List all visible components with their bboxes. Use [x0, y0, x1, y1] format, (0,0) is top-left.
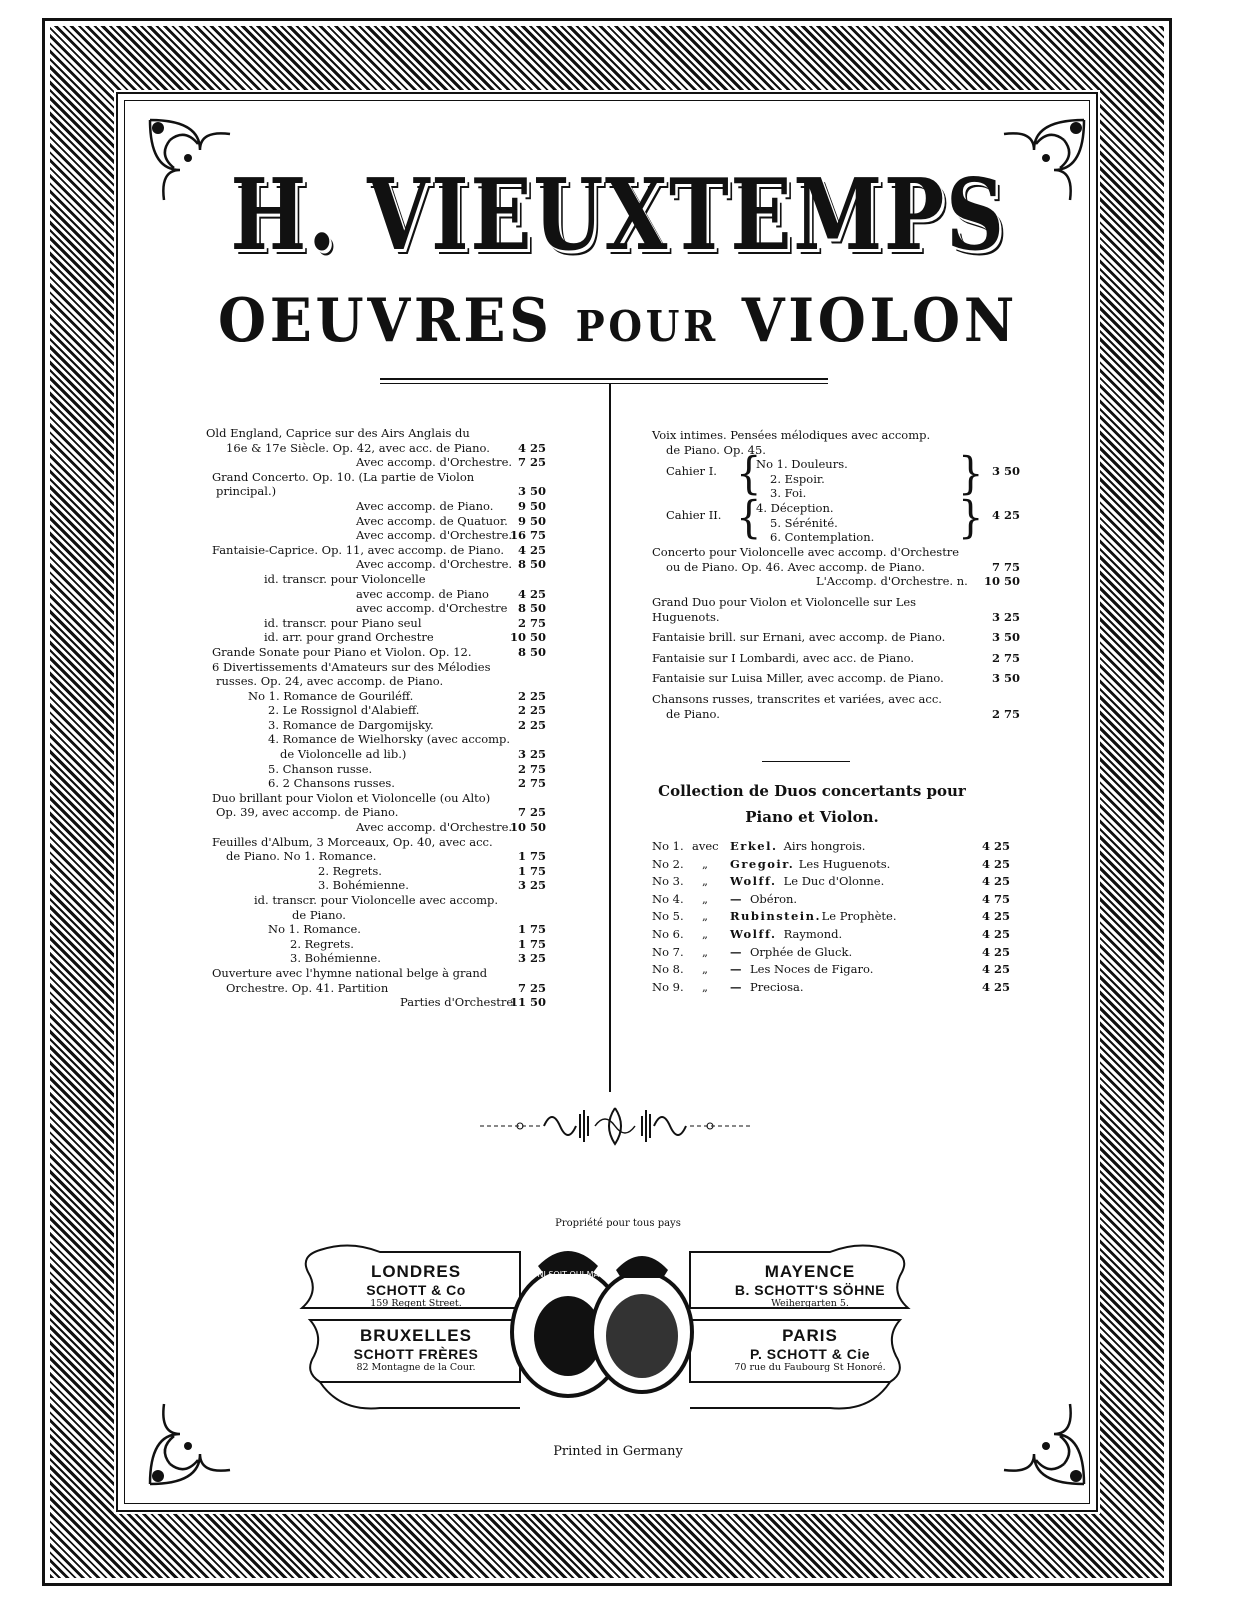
duo-mark: „ — [702, 944, 708, 959]
entry-text: principal.) — [216, 484, 277, 499]
entry-text: Grande Sonate pour Piano et Violon. Op. 12. — [212, 644, 472, 659]
cahier-item: 2. Espoir. — [770, 471, 825, 486]
catalogue-entry — [652, 610, 1020, 625]
catalogue-entry — [206, 514, 546, 529]
duo-work: Airs hongrois. — [783, 839, 866, 853]
brace-icon: } — [958, 492, 984, 544]
duo-entry — [652, 891, 1020, 909]
duo-work: Obéron. — [750, 891, 798, 906]
brussels-address: 82 Montagne de la Cour. — [356, 1362, 476, 1373]
entry-price: 10 50 — [509, 630, 546, 645]
entry-text: 2. Le Rossignol d'Alabieff. — [268, 703, 420, 718]
entry-price: 7 75 — [991, 559, 1020, 574]
catalogue-entry — [206, 995, 546, 1010]
entry-text: id. transcr. pour Violoncelle — [264, 571, 426, 586]
catalogue-entry — [206, 557, 546, 572]
entry-price: 7 25 — [517, 455, 546, 470]
subtitle — [49, 286, 1186, 356]
catalogue-entry — [652, 671, 1020, 686]
subtitle-oeuvres: OEUVRES — [218, 286, 553, 356]
duo-work: Les Noces de Figaro. — [750, 962, 874, 977]
catalogue-right-column — [652, 428, 1020, 721]
duo-work: Le Duc d'Olonne. — [783, 874, 885, 889]
duo-price: 4 25 — [982, 839, 1011, 853]
catalogue-entry — [206, 703, 546, 718]
paris-address: 70 rue du Faubourg St Honoré. — [734, 1362, 886, 1373]
entry-text: de Piano. — [292, 907, 346, 922]
duo-price: 4 25 — [982, 962, 1011, 977]
entry-price: 4 25 — [517, 440, 546, 455]
catalogue-entry — [206, 499, 546, 514]
subtitle-pour: POUR — [575, 302, 719, 351]
catalogue-left-column — [206, 426, 546, 1010]
entry-text: Grand Concerto. Op. 10. (La partie de Violon — [212, 469, 475, 484]
entry-price: 11 50 — [509, 995, 546, 1010]
duo-entry — [652, 979, 1020, 997]
duo-number: No 5. — [652, 909, 684, 924]
london-city: LONDRES — [370, 1262, 462, 1281]
entry-text: Fantaisie sur I Lombardi, avec acc. de Piano. — [652, 650, 915, 665]
entry-price: 2 75 — [517, 615, 546, 630]
catalogue-entry — [206, 674, 546, 689]
entry-price: 1 75 — [517, 936, 546, 951]
duo-entry — [652, 838, 1020, 856]
catalogue-entry — [206, 864, 546, 879]
duo-number: No 7. — [652, 944, 684, 959]
scroll-ornament-icon — [480, 1104, 750, 1148]
entry-price: 7 25 — [517, 805, 546, 820]
publisher-paris — [700, 1326, 920, 1373]
duo-arranger: Gregoir. — [730, 856, 795, 871]
entry-text: Parties d'Orchestre — [400, 995, 514, 1010]
duo-price: 4 75 — [982, 891, 1011, 906]
catalogue-entry — [206, 893, 546, 908]
catalogue-entry — [206, 776, 546, 791]
duo-price: 4 25 — [982, 944, 1011, 959]
catalogue-entry — [206, 908, 546, 923]
entry-price: 2 75 — [991, 650, 1020, 665]
entry-text: Duo brillant pour Violon et Violoncelle (ou Alto) — [212, 790, 491, 805]
entry-text: Op. 39, avec accomp. de Piano. — [216, 805, 399, 820]
catalogue-entry — [206, 732, 546, 747]
duo-number: No 2. — [652, 856, 684, 871]
duo-arranger: Wolff. — [730, 874, 777, 889]
entry-text: Ouverture avec l'hymne national belge à grand — [212, 965, 488, 980]
title-rule-fine — [380, 383, 828, 384]
entry-price: 16 75 — [509, 528, 546, 543]
catalogue-entry — [206, 805, 546, 820]
entry-text: Grand Duo pour Violon et Violoncelle sur Les — [652, 594, 917, 609]
duo-arranger: Rubinstein. — [730, 909, 822, 924]
london-address: 159 Regent Street. — [370, 1298, 462, 1309]
entry-text: Fantaisie brill. sur Ernani, avec accomp. de Piano. — [652, 630, 946, 645]
entry-text: avec accomp. de Piano — [356, 586, 489, 601]
mainz-firm: B. SCHOTT'S SÖHNE — [734, 1282, 886, 1298]
catalogue-entry — [206, 689, 546, 704]
catalogue-entry — [206, 951, 546, 966]
column-divider — [609, 384, 611, 1092]
duo-entry — [652, 908, 1020, 926]
entry-text: id. transcr. pour Violoncelle avec accomp. — [254, 893, 499, 907]
duo-entry — [652, 944, 1020, 962]
entry-text: 6. 2 Chansons russes. — [268, 776, 395, 791]
entry-text: 3. Bohémienne. — [318, 878, 409, 893]
publisher-brussels — [316, 1326, 516, 1373]
entry-price: 3 25 — [517, 747, 546, 762]
catalogue-entry — [206, 426, 546, 441]
entry-price: 1 75 — [517, 849, 546, 864]
cahier-item: 6. Contemplation. — [770, 530, 875, 545]
entry-text: de Violoncelle ad lib.) — [280, 747, 407, 762]
duo-mark: „ — [702, 891, 708, 906]
entry-text: 3. Romance de Dargomijsky. — [268, 717, 434, 732]
entry-text: 16e & 17e Siècle. Op. 42, avec acc. de Piano. — [226, 440, 490, 455]
catalogue-entry — [206, 645, 546, 660]
london-firm: SCHOTT & Co — [366, 1282, 466, 1298]
entry-text: Avec accomp. de Piano. — [356, 498, 494, 513]
entry-text: Avec accomp. de Quatuor. — [356, 513, 508, 528]
entry-text: 4. Romance de Wielhorsky (avec accomp. — [268, 732, 511, 747]
entry-price: 8 50 — [517, 601, 546, 616]
duo-mark: „ — [702, 856, 708, 871]
catalogue-entry — [652, 574, 1020, 589]
duo-price: 4 25 — [982, 874, 1011, 889]
mainz-city: MAYENCE — [764, 1262, 856, 1281]
entry-price: 10 50 — [983, 574, 1020, 589]
duo-work: Orphée de Gluck. — [750, 944, 853, 959]
catalogue-entry — [652, 630, 1020, 645]
entry-text: Feuilles d'Album, 3 Morceaux, Op. 40, avec acc. — [212, 834, 493, 849]
catalogue-entry — [206, 484, 546, 499]
catalogue-entry — [206, 616, 546, 631]
duo-arranger: — — [730, 962, 743, 977]
catalogue-entry — [206, 878, 546, 893]
entry-text: Avec accomp. d'Orchestre. — [356, 455, 513, 470]
entry-text: L'Accomp. d'Orchestre. n. — [816, 574, 968, 589]
entry-price: 9 50 — [517, 513, 546, 528]
brace-icon: { — [736, 492, 762, 544]
corner-ornament-icon — [140, 1384, 250, 1494]
duos-list — [652, 838, 1020, 996]
duo-mark: „ — [702, 962, 708, 977]
cahier-item: 4. Déception. — [756, 501, 834, 516]
printed-in: Printed in Germany — [553, 1444, 683, 1459]
entry-text: Orchestre. Op. 41. Partition — [226, 980, 389, 995]
duo-price: 4 25 — [982, 979, 1011, 994]
catalogue-entry — [206, 660, 546, 675]
catalogue-entry — [652, 545, 1020, 560]
duo-work: Le Prophète. — [821, 909, 897, 924]
catalogue-entry — [652, 560, 1020, 575]
entry-price: 2 75 — [991, 706, 1020, 721]
duo-price: 4 25 — [982, 926, 1011, 941]
entry-price: 3 25 — [517, 878, 546, 893]
catalogue-entry — [206, 937, 546, 952]
catalogue-entry — [206, 835, 546, 850]
entry-text: Concerto pour Violoncelle avec accomp. d'Orchestre — [652, 545, 960, 560]
entry-text: Fantaisie sur Luisa Miller, avec accomp. de Piano. — [652, 671, 944, 686]
catalogue-entry — [206, 601, 546, 616]
duo-number: No 3. — [652, 874, 684, 889]
entry-price: 4 25 — [517, 542, 546, 557]
entry-price: 2 75 — [517, 776, 546, 791]
entry-text: No 1. Romance. — [268, 922, 361, 937]
entry-price: 2 25 — [517, 688, 546, 703]
entry-text: 3. Bohémienne. — [290, 951, 381, 966]
catalogue-entry — [206, 572, 546, 587]
duo-mark: „ — [702, 979, 708, 994]
catalogue-entry — [652, 651, 1020, 666]
duo-number: No 8. — [652, 962, 684, 977]
duo-mark: avec — [692, 839, 719, 853]
duo-mark: „ — [702, 909, 708, 924]
catalogue-entry — [652, 707, 1020, 722]
catalogue-entry — [206, 470, 546, 485]
duo-price: 4 25 — [982, 909, 1011, 924]
catalogue-entry — [206, 455, 546, 470]
entry-text: 6 Divertissements d'Amateurs sur des Mélodies — [212, 659, 491, 674]
entry-price: 4 25 — [517, 586, 546, 601]
entry-text: 5. Chanson russe. — [268, 761, 373, 776]
catalogue-entry — [206, 528, 546, 543]
subtitle-violon: VIOLON — [741, 286, 1018, 356]
duo-arranger: — — [730, 944, 743, 959]
entry-text: de Piano. No 1. Romance. — [226, 849, 377, 864]
cahier-1-label: Cahier I. — [666, 464, 717, 479]
entry-price: 3 25 — [991, 609, 1020, 624]
entry-text: Voix intimes. Pensées mélodiques avec accomp. — [652, 428, 931, 442]
brussels-city: BRUXELLES — [360, 1326, 472, 1345]
entry-text: Avec accomp. d'Orchestre. — [356, 820, 513, 835]
duo-work: Raymond. — [783, 926, 843, 941]
duo-number: No 6. — [652, 926, 684, 941]
propriete-notice: Propriété pour tous pays — [555, 1218, 681, 1229]
entry-text: Avec accomp. d'Orchestre. — [356, 528, 513, 543]
entry-text: 2. Regrets. — [318, 863, 382, 878]
mainz-address: Weihergarten 5. — [771, 1298, 849, 1309]
catalogue-entry — [652, 692, 1020, 707]
entry-text: avec accomp. d'Orchestre — [356, 601, 508, 616]
duo-arranger: Wolff. — [730, 926, 777, 941]
entry-price: 1 75 — [517, 863, 546, 878]
catalogue-entry — [652, 595, 1020, 610]
entry-text: Huguenots. — [652, 609, 720, 624]
entry-price: 8 50 — [517, 644, 546, 659]
entry-text: id. arr. pour grand Orchestre — [264, 630, 434, 645]
catalogue-entry — [652, 428, 1020, 443]
duo-mark: „ — [702, 874, 708, 889]
catalogue-entry — [206, 441, 546, 456]
duo-number: No 9. — [652, 979, 684, 994]
cahier-2-label: Cahier II. — [666, 508, 722, 523]
entry-price: 2 75 — [517, 761, 546, 776]
entry-price: 3 50 — [991, 671, 1020, 686]
entry-text: ou de Piano. Op. 46. Avec accomp. de Piano. — [666, 559, 925, 574]
entry-price: 3 50 — [517, 484, 546, 499]
collection-subtitle: Piano et Violon. — [745, 808, 879, 826]
corner-ornament-icon — [984, 1384, 1094, 1494]
paris-firm: P. SCHOTT & Cie — [749, 1346, 871, 1362]
entry-price: 1 75 — [517, 922, 546, 937]
entry-price: 8 50 — [517, 557, 546, 572]
duo-arranger: — — [730, 979, 743, 994]
cahier-item: 3. Foi. — [770, 486, 807, 501]
catalogue-entry — [206, 747, 546, 762]
duo-work: Les Huguenots. — [798, 856, 891, 871]
entry-price: 3 25 — [517, 951, 546, 966]
duo-work: Preciosa. — [750, 979, 804, 994]
entry-text: de Piano. — [666, 706, 720, 721]
entry-price: 3 50 — [991, 630, 1020, 645]
brace-icon: { — [736, 448, 762, 500]
catalogue-entry — [206, 820, 546, 835]
cahier-item: 5. Sérénité. — [770, 515, 838, 530]
entry-price: 2 25 — [517, 717, 546, 732]
duo-number: No 1. — [652, 839, 684, 853]
collection-title: Collection de Duos concertants pour — [658, 782, 966, 800]
entry-text: 2. Regrets. — [290, 936, 354, 951]
duo-arranger: — — [730, 891, 743, 906]
cahier-2-price: 4 25 — [991, 508, 1020, 523]
duo-entry — [652, 961, 1020, 979]
brussels-firm: SCHOTT FRÈRES — [353, 1346, 479, 1362]
catalogue-entry — [206, 849, 546, 864]
entry-text: Fantaisie-Caprice. Op. 11, avec accomp. de Piano. — [212, 542, 505, 557]
catalogue-entry — [206, 791, 546, 806]
duo-entry — [652, 926, 1020, 944]
entry-price: 2 25 — [517, 703, 546, 718]
publisher-mainz — [700, 1262, 920, 1309]
catalogue-entry — [206, 718, 546, 733]
catalogue-entry — [206, 981, 546, 996]
paris-city: PARIS — [782, 1326, 838, 1345]
entry-text: de Piano. Op. 45. — [666, 442, 766, 457]
cahier-1-price: 3 50 — [991, 464, 1020, 479]
catalogue-entry — [206, 543, 546, 558]
catalogue-entry — [206, 587, 546, 602]
entry-text: Chansons russes, transcrites et variées, avec acc. — [652, 691, 942, 706]
cahier-item: No 1. Douleurs. — [756, 457, 848, 472]
brace-icon: } — [958, 448, 984, 500]
entry-text: id. transcr. pour Piano seul — [264, 615, 422, 630]
duo-price: 4 25 — [982, 856, 1011, 871]
composer-title: H. VIEUXTEMPS — [230, 158, 1006, 273]
entry-text: No 1. Romance de Gouriléff. — [248, 688, 414, 703]
entry-price: 9 50 — [517, 498, 546, 513]
catalogue-entry — [206, 966, 546, 981]
catalogue-entry — [206, 762, 546, 777]
entry-text: russes. Op. 24, avec accomp. de Piano. — [216, 674, 444, 689]
duo-number: No 4. — [652, 891, 684, 906]
section-separator — [762, 761, 850, 762]
catalogue-entry — [206, 922, 546, 937]
duo-entry — [652, 856, 1020, 874]
duo-arranger: Erkel. — [730, 839, 778, 853]
entry-text: Old England, Caprice sur des Airs Anglais du — [206, 426, 470, 440]
catalogue-entry — [206, 630, 546, 645]
entry-price: 7 25 — [517, 980, 546, 995]
duo-mark: „ — [702, 926, 708, 941]
entry-price: 10 50 — [509, 820, 546, 835]
crest-motto: HONI SOIT QUI MAL Y PENSE — [525, 1270, 611, 1288]
publisher-london — [316, 1262, 516, 1309]
title-rule — [380, 378, 828, 380]
duo-entry — [652, 873, 1020, 891]
entry-text: Avec accomp. d'Orchestre. — [356, 557, 513, 572]
